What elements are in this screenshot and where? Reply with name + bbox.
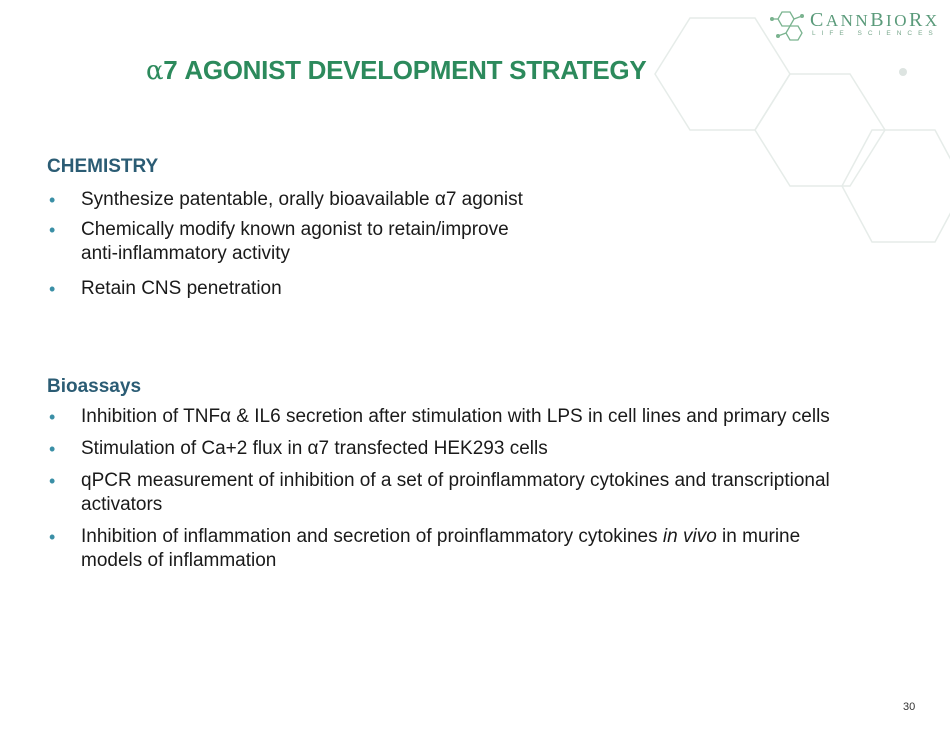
company-logo bbox=[768, 6, 940, 46]
list-item-text: Chemically modify known agonist to retain/improve bbox=[81, 219, 509, 240]
title-alpha: α bbox=[146, 56, 164, 86]
chemistry-heading: CHEMISTRY bbox=[47, 156, 159, 177]
list-item-text: qPCR measurement of inhibition of a set of proinflammatory cytokines and transcriptional activators bbox=[81, 470, 830, 515]
list-item-text: anti-inflammatory activity bbox=[81, 243, 291, 264]
list-item-text: in murine models of inflammation bbox=[81, 526, 801, 571]
slide-title bbox=[146, 55, 646, 86]
list-item bbox=[47, 437, 847, 461]
italic-text: in vivo bbox=[662, 526, 717, 547]
bioassays-list bbox=[47, 405, 847, 573]
list-item-text: Inhibition of TNFα & IL6 secretion after stimulation with LPS in cell lines and primary cells bbox=[81, 406, 830, 427]
decorative-dot bbox=[899, 68, 907, 76]
hexagon-shape bbox=[842, 130, 950, 242]
bullet-icon: • bbox=[49, 439, 56, 459]
bullet-icon: • bbox=[49, 471, 56, 491]
bullet-icon: • bbox=[49, 527, 56, 547]
molecule-icon bbox=[768, 6, 808, 46]
bioassays-heading: Bioassays bbox=[47, 376, 142, 397]
list-item-text: Inhibition of inflammation and secretion of proinflammatory cytokines bbox=[81, 526, 663, 547]
bullet-icon: • bbox=[49, 220, 56, 240]
list-item bbox=[47, 525, 847, 573]
page-number: 30 bbox=[903, 701, 916, 713]
hexagon-shape bbox=[755, 74, 885, 186]
list-item bbox=[47, 469, 847, 517]
list-item bbox=[47, 218, 847, 266]
bullet-icon: • bbox=[49, 407, 56, 427]
chemistry-list bbox=[47, 188, 847, 301]
list-item bbox=[47, 405, 847, 429]
logo-wordmark: CANNBIORX bbox=[810, 9, 940, 31]
list-item bbox=[47, 188, 847, 212]
list-item bbox=[47, 277, 847, 301]
title-text: 7 AGONIST DEVELOPMENT STRATEGY bbox=[163, 55, 647, 85]
logo-subtitle: LIFE SCIENCES bbox=[812, 30, 939, 37]
list-item-text: Retain CNS penetration bbox=[81, 278, 282, 299]
bullet-icon: • bbox=[49, 190, 56, 210]
list-item-text: Stimulation of Ca+2 flux in α7 transfected HEK293 cells bbox=[81, 438, 548, 459]
list-item-text: Synthesize patentable, orally bioavailable α7 agonist bbox=[81, 189, 523, 210]
bullet-icon: • bbox=[49, 279, 56, 299]
